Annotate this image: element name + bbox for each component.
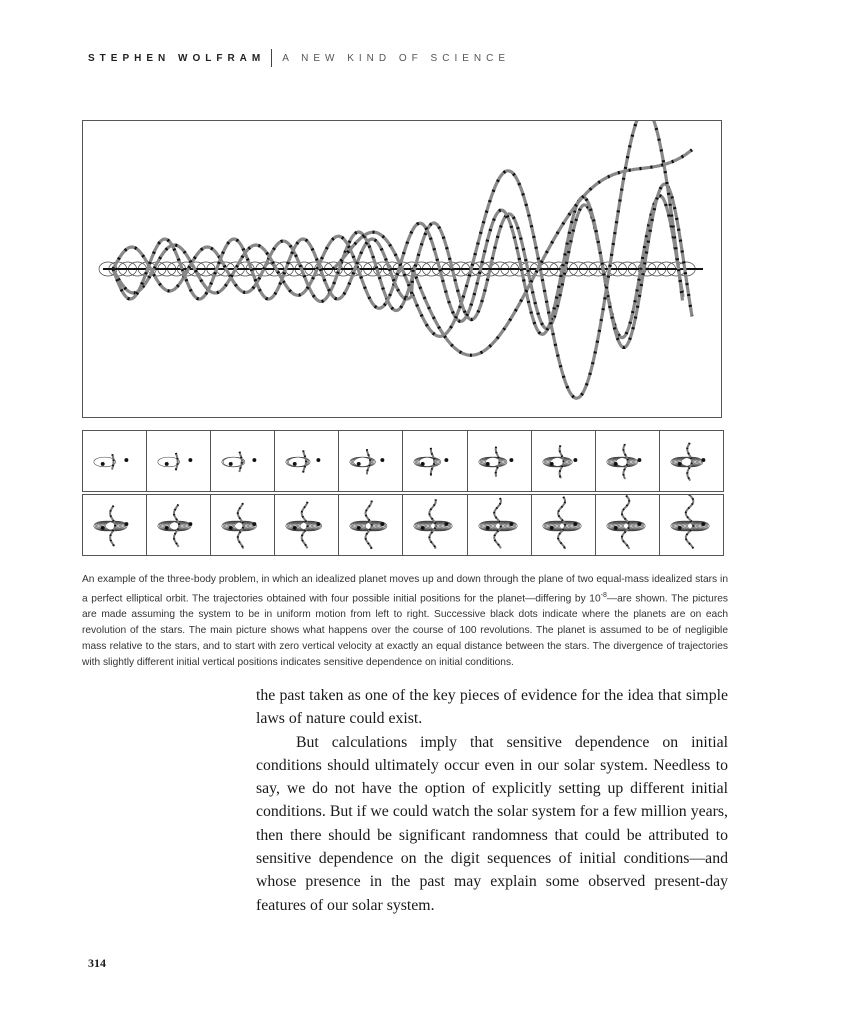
- trajectory-thumbnail: [339, 495, 403, 555]
- running-head-author: STEPHEN WOLFRAM: [88, 52, 266, 64]
- trajectory-thumbnail: [211, 431, 275, 491]
- body-paragraph-1: the past taken as one of the key pieces of evidence for the idea that simple laws of nature could exist.: [256, 687, 728, 728]
- orbit-thumbnail-plot: [83, 495, 146, 555]
- orbit-thumbnail-plot: [403, 431, 466, 491]
- orbit-thumbnail-plot: [596, 495, 659, 555]
- trajectory-thumbnail: [403, 431, 467, 491]
- trajectory-thumbnail: [468, 431, 532, 491]
- trajectory-thumbnail: [211, 495, 275, 555]
- orbit-thumbnail-plot: [339, 495, 402, 555]
- trajectory-thumbnail: [660, 495, 723, 555]
- orbit-thumbnail-plot: [532, 495, 595, 555]
- orbit-thumbnail-plot: [83, 431, 146, 491]
- orbit-thumbnail-plot: [468, 431, 531, 491]
- orbit-thumbnail-plot: [339, 431, 402, 491]
- trajectory-thumbnail: [83, 495, 147, 555]
- orbit-thumbnail-plot: [275, 495, 338, 555]
- orbit-thumbnail-plot: [275, 431, 338, 491]
- trajectory-thumbnail: [468, 495, 532, 555]
- orbit-thumbnail-plot: [147, 495, 210, 555]
- caption-exponent: -8: [600, 592, 607, 599]
- orbit-thumbnail-plot: [211, 495, 274, 555]
- running-head-book-title: A NEW KIND OF SCIENCE: [282, 52, 511, 64]
- caption-text-part-2: —are shown. The pictures are made assuming the system to be in uniform motion from left to right. Successive black dots indicate where the planets are on each revolution of the stars. The main picture shows what happens over the course of 100 revolutions. The planet is assumed to be of negligible mass relative to the stars, and to start with zero vertical velocity at exactly an equal distance between the stars. The divergence of trajectories with slightly different initial vertical positions indicates sensitive dependence on initial conditions.: [82, 593, 728, 669]
- running-head: [88, 50, 510, 66]
- orbit-thumbnail-plot: [403, 495, 466, 555]
- orbit-thumbnail-plot: [660, 431, 723, 491]
- main-trajectory-figure: [82, 120, 722, 418]
- orbit-thumbnail-plot: [147, 431, 210, 491]
- orbit-thumbnail-plot: [532, 431, 595, 491]
- trajectory-thumbnail: [83, 431, 147, 491]
- orbit-thumbnail-plot: [211, 431, 274, 491]
- trajectory-thumbnail: [532, 495, 596, 555]
- running-head-divider: [271, 49, 272, 67]
- body-text: [256, 684, 728, 917]
- trajectory-thumbnail: [275, 431, 339, 491]
- trajectory-thumbnail: [660, 431, 723, 491]
- trajectory-thumbnail: [403, 495, 467, 555]
- three-body-trajectory-plot: [83, 121, 721, 417]
- figure-caption: [82, 572, 728, 671]
- orbit-thumbnail-plot: [596, 431, 659, 491]
- trajectory-thumbnail: [596, 495, 660, 555]
- thumbnail-row-2: [82, 494, 724, 556]
- thumbnail-row-1: [82, 430, 724, 492]
- orbit-thumbnail-plot: [660, 495, 723, 555]
- trajectory-thumbnail: [147, 495, 211, 555]
- trajectory-thumbnail: [532, 431, 596, 491]
- orbit-thumbnail-plot: [468, 495, 531, 555]
- page-number: 314: [88, 956, 106, 970]
- trajectory-thumbnail: [275, 495, 339, 555]
- caption-text-part-1: An example of the three-body problem, in which an idealized planet moves up and down through the plane of two equal-mass idealized stars in a perfect elliptical orbit. The trajectories obtained with four possible initial positions for the planet—differing by 10: [82, 574, 728, 605]
- trajectory-thumbnail: [596, 431, 660, 491]
- body-paragraph-2: But calculations imply that sensitive dependence on initial conditions should ultimately occur even in our solar system. Needless to say, we do not have the option of explicitly setting up different initial conditions. But if we could watch the solar system for a few million years, then there should be significant randomness that could be attributed to sensitive dependence on the digit sequences of initial conditions—and whose presence in the past may explain some observed present-day features of our solar system.: [256, 733, 728, 914]
- trajectory-thumbnail: [147, 431, 211, 491]
- trajectory-2: [113, 184, 692, 347]
- trajectory-thumbnail: [339, 431, 403, 491]
